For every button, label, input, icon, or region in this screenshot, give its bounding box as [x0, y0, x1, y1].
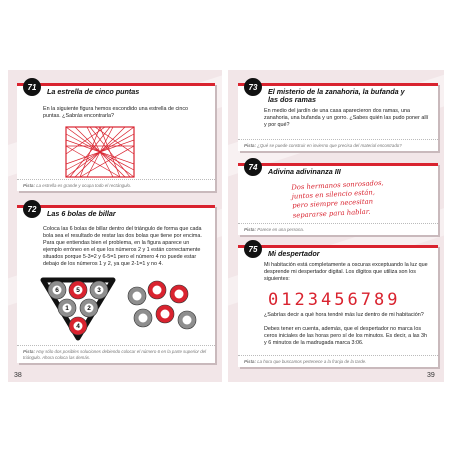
- riddle-line: juntos en silencio están,: [291, 188, 376, 201]
- puzzle-text: Coloca las 6 bolas de billar dentro del triángulo de forma que cada bola sea el resultado de restar las dos bolas que tiene por encima. Para que entiendas bien el problema, en la figura aparece un ejemplo erróneo en el que los números 2 y 1 están correctamente situados porque 5-3=2 y 6-5=1 pero el número 4 no puede estar debajo de los números 1 y 2, ya que 2-1=1 y no 4.: [43, 226, 202, 268]
- digit: 8: [374, 290, 385, 310]
- hint-label: Pista:: [244, 358, 256, 364]
- puzzle-title: [268, 88, 405, 105]
- billiard-ball: [170, 285, 188, 303]
- ball-number: 6: [55, 287, 59, 295]
- digit: 0: [268, 290, 279, 310]
- puzzle-text: En medio del jardín de una casa aparecieron dos ramas, una zanahoria, una bufanda y un gorro. ¿Sabes quién las pudo poner allí y por qué?: [264, 108, 429, 129]
- puzzle-text: En la siguiente figura hemos escondido una estrella de cinco puntas. ¿Sabrás encontrarla?: [43, 106, 189, 120]
- puzzle-number: 72: [23, 200, 41, 218]
- riddle-line: separarse para hablar.: [292, 207, 371, 220]
- puzzle-number: 75: [244, 240, 262, 258]
- puzzle-number: 73: [244, 78, 262, 96]
- billiard-ball: [48, 281, 66, 299]
- billiard-ball: [156, 305, 174, 323]
- card-header: [238, 82, 438, 105]
- puzzle-card-71: [17, 83, 215, 191]
- hint-label: Pista:: [23, 349, 35, 354]
- card-header: [17, 204, 215, 224]
- digit: 5: [334, 290, 345, 310]
- digit: 4: [321, 290, 332, 310]
- puzzle-hint: [17, 345, 215, 363]
- ball-number: 3: [97, 287, 101, 295]
- puzzle-card-75: [238, 245, 438, 367]
- billiard-figure: [39, 276, 209, 344]
- ball-number: 1: [65, 305, 69, 313]
- puzzle-hint: [238, 223, 438, 236]
- title-line-2: las dos ramas: [268, 95, 316, 105]
- billiard-ball: [80, 299, 98, 317]
- puzzle-title: Las 6 bolas de billar: [47, 209, 116, 218]
- billiard-ball: [58, 299, 76, 317]
- page-number-left: 38: [14, 372, 22, 379]
- riddle-handwritten: [291, 176, 433, 220]
- hint-label: Pista:: [244, 142, 256, 148]
- digit: 1: [281, 290, 292, 310]
- puzzle-number: 74: [244, 158, 262, 176]
- riddle-line: pero siempre necesitan: [292, 197, 374, 210]
- hint-label: Pista:: [23, 182, 35, 188]
- puzzle-card-73: [238, 83, 438, 151]
- ball-number: 5: [76, 287, 80, 295]
- puzzle-card-74: [238, 163, 438, 235]
- hint-text: ¿Qué se puede construir en invierno que precisa del material encontrado?: [257, 142, 402, 148]
- puzzle-number: 71: [23, 78, 41, 96]
- puzzle-note: Debes tener en cuenta, además, que el despertador no marca los ceros iniciales de las horas pero sí de los minutos. Es decir, a las 3h y 6 minutos de la madrugada marca 3:06.: [264, 326, 427, 347]
- ball-number: 4: [76, 323, 80, 331]
- billiard-ball: [148, 281, 166, 299]
- riddle-line: Dos hermanos sonrosados,: [291, 178, 384, 192]
- hint-label: Pista:: [244, 226, 256, 232]
- puzzle-title: La estrella de cinco puntas: [47, 87, 140, 96]
- digit: 9: [387, 290, 398, 310]
- billiard-ball: [90, 281, 108, 299]
- puzzle-title: Adivina adivinanza III: [268, 167, 341, 176]
- digit: 6: [347, 290, 358, 310]
- ball-number: 2: [87, 305, 91, 313]
- billiard-ball: [178, 311, 196, 329]
- digit: 2: [294, 290, 305, 310]
- hint-text: La estrella es grande y ocupa todo el rectángulo.: [36, 182, 132, 188]
- puzzle-hint: [17, 179, 215, 192]
- digit: 3: [307, 290, 318, 310]
- billiard-ball: [134, 309, 152, 327]
- billiard-ball: [69, 317, 87, 335]
- title-line-1: El misterio de la zanahoria, la bufanda y: [268, 87, 405, 96]
- puzzle-text: Mi habitación está completamente a oscuras exceptuando la luz que desprende mi despertador digital. Los dígitos que utiliza son los siguientes:: [264, 262, 428, 283]
- hint-text: Hay sólo dos posibles soluciones debiendo colocar el número 6 en la parte superior del triángulo. Ahora coloca las demás.: [23, 349, 207, 360]
- hint-text: Parece en una persona.: [257, 226, 305, 232]
- digit: 7: [360, 290, 371, 310]
- billiard-ball: [128, 287, 146, 305]
- billiard-ball: [69, 281, 87, 299]
- hint-text: La hora que buscamos pertenece a la franja de la tarde.: [257, 358, 367, 364]
- star-puzzle-figure: [65, 126, 135, 178]
- puzzle-card-72: [17, 205, 215, 363]
- puzzle-hint: [238, 139, 438, 152]
- puzzle-hint: [238, 355, 438, 368]
- digital-digits-row: [268, 292, 398, 309]
- page-number-right: 39: [427, 372, 435, 379]
- puzzle-question: ¿Sabrías decir a qué hora tendré más luz dentro de mi habitación?: [264, 312, 424, 318]
- card-header: [17, 82, 215, 102]
- puzzle-title: Mi despertador: [268, 249, 320, 258]
